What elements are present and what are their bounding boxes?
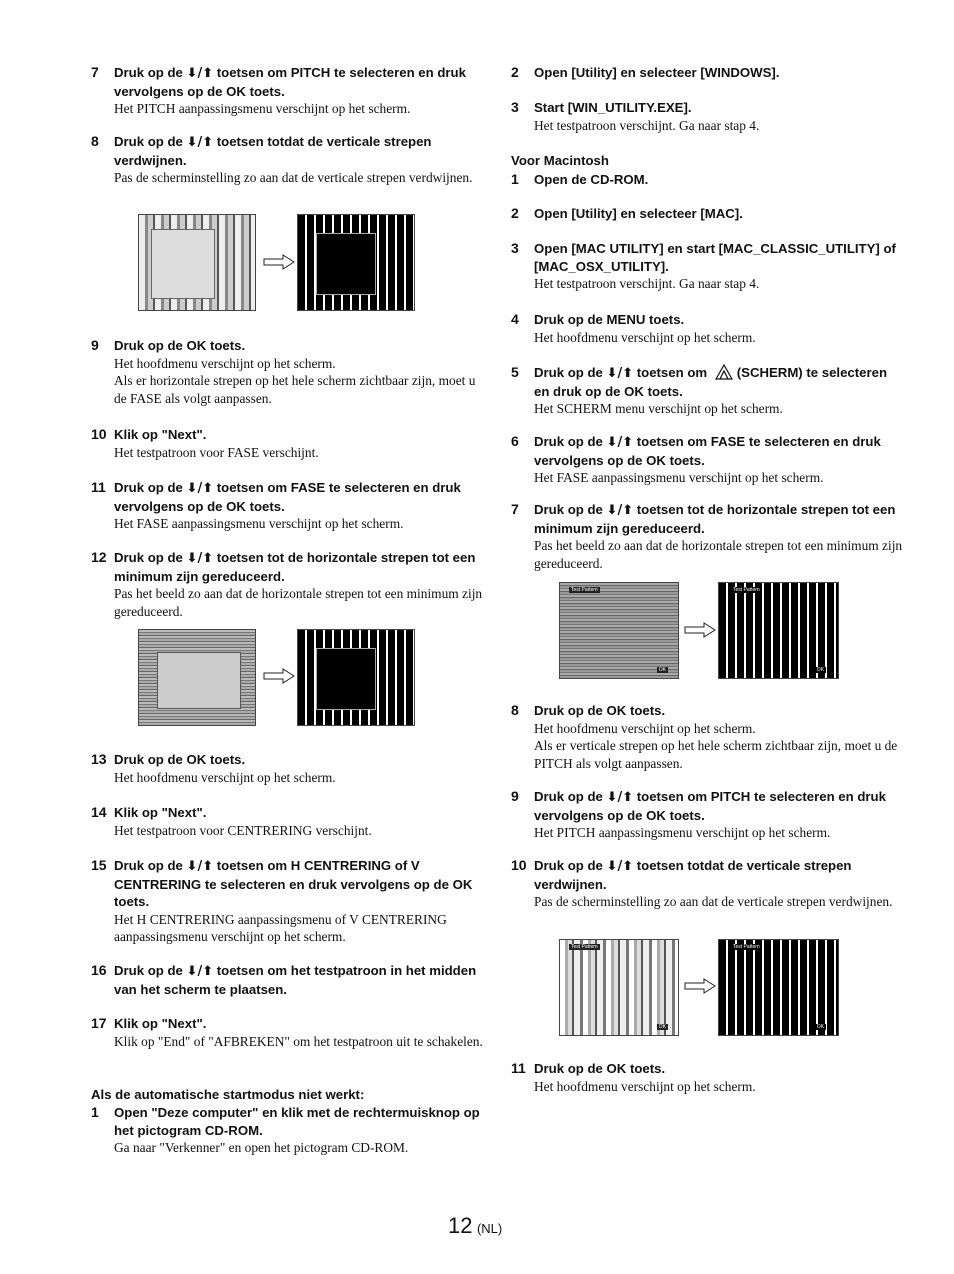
mac-screen-pitch-before: [559, 939, 679, 1036]
left-step-8: 8 Druk op de ⬇/⬆ toetsen totdat de verticale strepen verdwijnen. Pas de scherminstelling zo aan dat de verticale strepen verdwijnen.: [91, 133, 473, 185]
test-pattern-label: Test Pattern: [571, 587, 598, 593]
right-step-3: 3 Start [WIN_UTILITY.EXE]. Het testpatroon verschijnt. Ga naar stap 4.: [511, 99, 760, 133]
down-up-arrow-icon: ⬇/⬆: [606, 435, 634, 450]
test-pattern-label: Test Pattern: [571, 944, 598, 950]
mac-step-3: 3 Open [MAC UTILITY] en start [MAC_CLASSIC_UTILITY] of [MAC_OSX_UTILITY]. Het testpatroon verschijnt. Ga naar stap 4.: [511, 240, 896, 291]
mac-step-9: 9 Druk op de ⬇/⬆ toetsen om PITCH te selecteren en druk vervolgens op de OK toets. Het PITCH aanpassingsmenu verschijnt op het scherm.: [511, 788, 886, 840]
screen-vertical-stripes-after: [297, 214, 415, 311]
down-up-arrow-icon: ⬇/⬆: [606, 503, 634, 518]
mac-screen-pitch-after: [718, 939, 839, 1036]
ok-button[interactable]: OK: [816, 667, 824, 673]
down-up-arrow-icon: ⬇/⬆: [606, 859, 634, 874]
mac-step-10: 10 Druk op de ⬇/⬆ toetsen totdat de verticale strepen verdwijnen. Pas de scherminstelling zo aan dat de verticale strepen verdwijnen.: [511, 857, 893, 909]
left-step-9: 9 Druk op de OK toets. Het hoofdmenu verschijnt op het scherm. Als er horizontale strepen op het hele scherm zichtbaar zijn, moet u de FASE als volgt aanpassen.: [91, 337, 476, 406]
right-arrow-icon: [263, 254, 295, 270]
down-up-arrow-icon: ⬇/⬆: [186, 551, 214, 566]
ok-button[interactable]: OK: [658, 1024, 666, 1030]
right-arrow-icon: [684, 622, 716, 638]
down-up-arrow-icon: ⬇/⬆: [186, 135, 214, 150]
left-step-7: 7 Druk op de ⬇/⬆ toetsen om PITCH te selecteren en druk vervolgens op de OK toets. Het PITCH aanpassingsmenu verschijnt op het scherm.: [91, 64, 466, 116]
right-arrow-icon: [263, 668, 295, 684]
left-step-12: 12 Druk op de ⬇/⬆ toetsen tot de horizontale strepen tot een minimum zijn gereduceerd. Pas het beeld zo aan dat de horizontale strepen tot een minimum zijn gereduceerd.: [91, 549, 483, 619]
mac-step-5: 5 Druk op de ⬇/⬆ toetsen om (SCHERM) te selecteren en druk op de OK toets. Het SCHERM menu verschijnt op het scherm.: [511, 364, 887, 416]
screen-menu-icon: [714, 364, 734, 380]
left-step-16: 16 Druk op de ⬇/⬆ toetsen om het testpatroon in het midden van het scherm te plaatsen.: [91, 962, 477, 997]
down-up-arrow-icon: ⬇/⬆: [186, 481, 214, 496]
down-up-arrow-icon: ⬇/⬆: [186, 964, 214, 979]
test-pattern-label: Test Pattern: [733, 587, 760, 593]
left-step-15: 15 Druk op de ⬇/⬆ toetsen om H CENTRERING of V CENTRERING te selecteren en druk vervolgens op de OK toets. Het H CENTRERING aanpassingsmenu of V CENTRERING aanpassingsmenu verschijnt op het scherm.: [91, 857, 473, 944]
screen-horizontal-noise-before: [138, 629, 256, 726]
section-title-autostart: Als de automatische startmodus niet werkt:: [91, 1087, 365, 1102]
screen-horizontal-noise-after: [297, 629, 415, 726]
left-step-17: 17 Klik op "Next". Klik op "End" of "AFBREKEN" om het testpatroon uit te schakelen.: [91, 1015, 483, 1049]
mac-step-1: 1 Open de CD-ROM.: [511, 171, 649, 187]
ok-button[interactable]: OK: [658, 667, 666, 673]
left-step-11: 11 Druk op de ⬇/⬆ toetsen om FASE te selecteren en druk vervolgens op de OK toets. Het FASE aanpassingsmenu verschijnt op het scherm.: [91, 479, 461, 531]
test-pattern-label: Test Pattern: [733, 944, 760, 950]
screen-vertical-stripes-before: [138, 214, 256, 311]
down-up-arrow-icon: ⬇/⬆: [606, 790, 634, 805]
left-section-step-1: 1 Open "Deze computer" en klik met de rechtermuisknop op het pictogram CD-ROM. Ga naar "Verkenner" en open het pictogram CD-ROM.: [91, 1104, 480, 1155]
mac-step-4: 4 Druk op de MENU toets. Het hoofdmenu verschijnt op het scherm.: [511, 311, 756, 345]
right-arrow-icon: [684, 978, 716, 994]
page-number: 12 (NL): [448, 1213, 503, 1238]
left-step-14: 14 Klik op "Next". Het testpatroon voor CENTRERING verschijnt.: [91, 804, 372, 838]
mac-step-7: 7 Druk op de ⬇/⬆ toetsen tot de horizontale strepen tot een minimum zijn gereduceerd. Pas het beeld zo aan dat de horizontale strepen tot een minimum zijn gereduceerd.: [511, 501, 903, 571]
right-step-2: 2 Open [Utility] en selecteer [WINDOWS].: [511, 64, 780, 80]
mac-step-2: 2 Open [Utility] en selecteer [MAC].: [511, 205, 743, 221]
mac-step-6: 6 Druk op de ⬇/⬆ toetsen om FASE te selecteren en druk vervolgens op de OK toets. Het FASE aanpassingsmenu verschijnt op het scherm.: [511, 433, 881, 485]
mac-screen-phase-before: [559, 582, 679, 679]
mac-step-8: 8 Druk op de OK toets. Het hoofdmenu verschijnt op het scherm. Als er verticale strepen op het hele scherm zichtbaar zijn, moet u de PITCH als volgt aanpassen.: [511, 702, 898, 771]
down-up-arrow-icon: ⬇/⬆: [606, 366, 634, 381]
ok-button[interactable]: OK: [816, 1024, 824, 1030]
left-step-13: 13 Druk op de OK toets. Het hoofdmenu verschijnt op het scherm.: [91, 751, 336, 785]
down-up-arrow-icon: ⬇/⬆: [186, 66, 214, 81]
down-up-arrow-icon: ⬇/⬆: [186, 859, 214, 874]
mac-step-11: 11 Druk op de OK toets. Het hoofdmenu verschijnt op het scherm.: [511, 1060, 756, 1094]
left-step-10: 10 Klik op "Next". Het testpatroon voor FASE verschijnt.: [91, 426, 319, 460]
mac-screen-phase-after: [718, 582, 839, 679]
section-title-mac: Voor Macintosh: [511, 153, 609, 168]
